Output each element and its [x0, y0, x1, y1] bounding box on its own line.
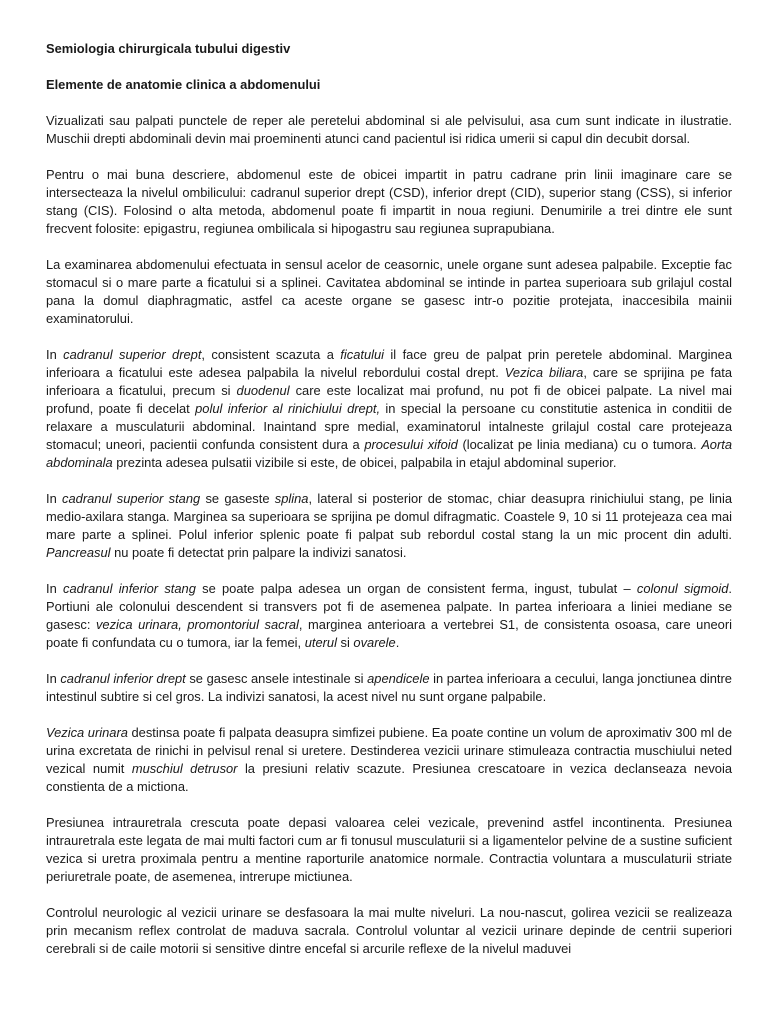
paragraph-text: care este localizat mai profund, nu pot fi de obicei palpate. La nivel mai profund, poate fi decelat: [46, 383, 732, 416]
paragraph-text: se poate palpa adesea un organ de consistent ferma, ingust, tubulat –: [195, 581, 637, 596]
paragraph-text: .: [395, 635, 400, 650]
paragraph-text: Controlul neurologic al vezicii urinare se desfasoara la mai multe niveluri. La nou-nascut, golirea vezicii se realizeaza prin mecanism reflex controlat de maduva sacrala. Controlul voluntar al vezicii urinare depinde de centrii superiori cerebrali si de caile motorii si sensitive dintre encefal si arcurile reflexe de la nivelul maduvei: [46, 905, 732, 956]
paragraph-text: Pentru o mai buna descriere, abdomenul este de obicei impartit in patru cadrane prin linii imaginare care se intersecteaza la nivelul ombilicului: cadranul superior drept (CSD), inferior drept (CID), superior stang (CSS), si inferior stang (CIS). Folosind o alta metoda, abdomenul poate fi impartit in noua regiuni. Denumirile a trei dintre ele sunt frecvent folosite: epigastru, regiunea ombilicala si hipogastru sau regiunea suprapubiana.: [46, 167, 732, 236]
italic-term: Aorta abdominala: [46, 437, 733, 470]
body-paragraph: [46, 346, 732, 472]
body-paragraph: [46, 724, 732, 796]
italic-term: ovarele: [353, 635, 396, 650]
italic-term: uterul: [304, 635, 337, 650]
paragraph-text: In: [46, 491, 63, 506]
italic-term: cadranul inferior drept: [60, 671, 186, 686]
paragraph-text: se gasesc ansele intestinale si: [185, 671, 368, 686]
section-heading: Elemente de anatomie clinica a abdomenului: [46, 77, 321, 92]
body-paragraph: [46, 814, 732, 886]
italic-term: muschiul detrusor: [131, 761, 238, 776]
paragraph-text: , lateral si posterior de stomac, chiar deasupra rinichiului stang, pe linia medio-axilara stanga. Marginea sa superioara se sprijina pe domul difragmatic. Coastele 9, 10 si 11 protejeaza cea mai mare parte a splinei. Polul inferior splenic poate fi palpat sub rebordul costal stang la un mic procent din adulti.: [46, 491, 733, 542]
paragraph-text: Presiunea intrauretrala crescuta poate depasi valoarea celei vezicale, prevenind astfel incontinenta. Presiunea intrauretrala este legata de mai multi factori cum ar fi tonusul musculaturii si a ligamentelor pelvine de a sustine suficient vezica si uretra proximala pentru a mentine raporturile anatomice normale. Contractia voluntara a musculaturii striate periuretrale poate, de asemenea, intrerupe mictiunea.: [46, 815, 732, 884]
paragraph-text: in special la persoane cu constitutie astenica in conditii de relaxare a musculaturii abdominal. Inaintand spre medial, examinatorul intalneste grilajul costal care protejeaza stomacul; uneori, pacientii confunda consistent dura a: [46, 401, 732, 452]
italic-term: Pancreasul: [46, 545, 111, 560]
italic-term: apendicele: [367, 671, 430, 686]
italic-term: splina: [274, 491, 309, 506]
italic-term: colonul sigmoid: [636, 581, 729, 596]
paragraph-text: , care se sprijina pe fata inferioara a ficatului, precum si: [46, 365, 733, 398]
paragraph-text: il face greu de palpat prin peretele abdominal. Marginea inferioara a ficatului este adesea palpabila la nivelul rebordului costal drept.: [46, 347, 732, 380]
paragraph-text: , consistent scazuta a: [201, 347, 341, 362]
paragraph-text: in partea inferioara a cecului, langa jonctiunea dintre intestinul subtire si cel gros. La indivizi sanatosi, la acest nivel nu sunt organe palpabile.: [46, 671, 732, 704]
italic-term: Vezica urinara: [46, 725, 128, 740]
paragraph-text: la presiuni relativ scazute. Presiunea crescatoare in vezica declanseaza nevoia constienta de a mictiona.: [46, 761, 733, 794]
paragraph-text: La examinarea abdomenului efectuata in sensul acelor de ceasornic, unele organe sunt adesea palpabile. Exceptie fac stomacul si o mare parte a ficatului si a splinei. Cavitatea abdominal se intinde in partea superioara sub grilajul costal pana la domul diaphragmatic, astfel ca aceste organe se gasesc intr-o pozitie protejata, inaccesibila mainii examinatorului.: [46, 257, 732, 326]
body-paragraph: [46, 580, 732, 652]
paragraph-text: In: [46, 347, 64, 362]
document-title: Semiologia chirurgicala tubului digestiv: [46, 41, 291, 56]
paragraph-text: destinsa poate fi palpata deasupra simfizei pubiene. Ea poate contine un volum de aproximativ 300 ml de urina excretata de rinichi in pelvisul renal si uretere. Destinderea vezicii urinare stimuleaza contractia muschiului neted vezical numit: [46, 725, 733, 776]
italic-term: cadranul inferior stang: [63, 581, 196, 596]
paragraph-text: In: [46, 671, 61, 686]
paragraph-text: , marginea anterioara a vertebrei S1, de consistenta osoasa, care uneori poate fi confundata cu o tumora, iar la femei,: [46, 617, 732, 650]
paragraph-text: se gaseste: [200, 491, 275, 506]
body-paragraph: [46, 256, 732, 328]
document-page: [46, 40, 732, 976]
italic-term: Vezica biliara: [504, 365, 584, 380]
body-paragraph: [46, 166, 732, 238]
body-paragraph: [46, 670, 732, 706]
document-body: [46, 112, 732, 958]
body-paragraph: [46, 904, 732, 958]
italic-term: cadranul superior drept: [63, 347, 202, 362]
paragraph-text: si: [336, 635, 354, 650]
paragraph-text: In: [46, 581, 63, 596]
italic-term: ficatului: [340, 347, 385, 362]
italic-term: cadranul superior stang: [62, 491, 201, 506]
paragraph-text: Vizualizati sau palpati punctele de reper ale peretelui abdominal si ale pelvisului, asa cum sunt indicate in ilustratie. Muschii drepti abdominali devin mai proeminenti atunci cand pacientul isi ridica umerii si capul din decubit dorsal.: [46, 113, 732, 146]
paragraph-text: (localizat pe linia mediana) cu o tumora.: [457, 437, 702, 452]
italic-term: polul inferior al rinichiului drept,: [195, 401, 381, 416]
italic-term: vezica urinara, promontoriul sacral: [95, 617, 299, 632]
paragraph-text: prezinta adesea pulsatii vizibile si este, de obicei, palpabila in etajul abdominal superior.: [112, 455, 617, 470]
italic-term: procesului xifoid: [364, 437, 458, 452]
paragraph-text: . Portiuni ale colonului descendent si transvers pot fi de asemenea palpate. In partea inferioara a liniei mediane se gasesc:: [46, 581, 732, 632]
italic-term: duodenul: [236, 383, 290, 398]
paragraph-text: nu poate fi detectat prin palpare la indivizi sanatosi.: [110, 545, 407, 560]
body-paragraph: [46, 490, 732, 562]
body-paragraph: [46, 112, 732, 148]
